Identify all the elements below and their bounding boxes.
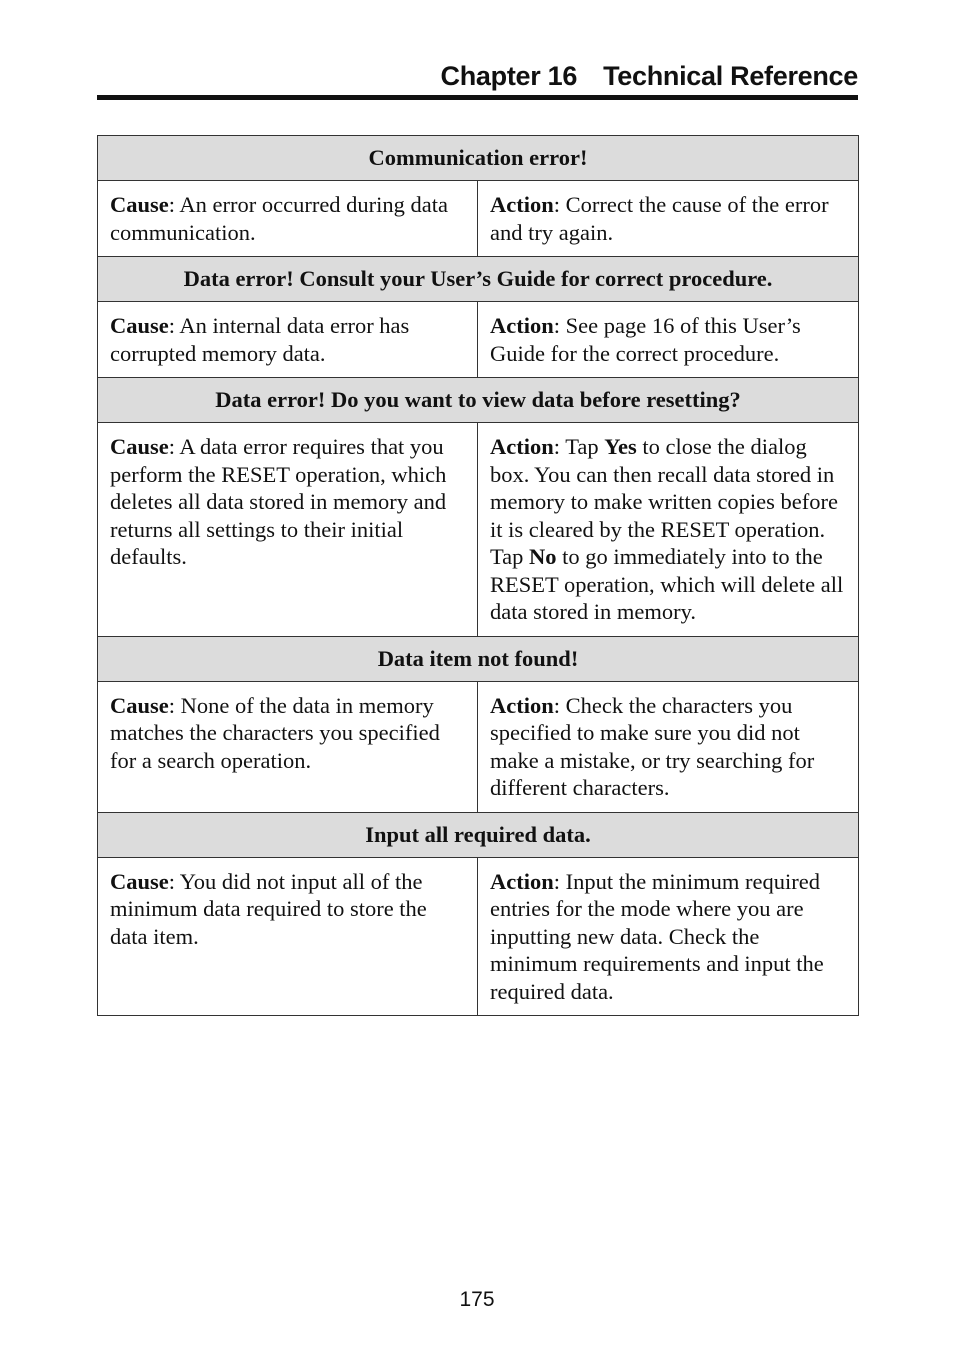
- cause-label: Cause: [110, 192, 169, 217]
- action-text: : Input the minimum required entries for the mode where you are inputting new data. Check the minimum requirements and input the required data.: [490, 868, 824, 1004]
- action-cell: [478, 423, 859, 637]
- action-cell: [478, 181, 859, 257]
- cause-text: : An internal data error has corrupted memory data.: [110, 313, 410, 366]
- action-text-part: : Tap: [553, 434, 605, 459]
- action-text: : Check the characters you specified to make sure you did not make a mistake, or try searching for different characters.: [490, 692, 815, 800]
- error-title: Data error! Do you want to view data before resetting?: [98, 378, 859, 423]
- error-detail-row: [98, 857, 859, 1016]
- action-text-part: to close the dialog box. You can then recall data stored in memory to make written copies before it is cleared by the RESET operation. Tap: [490, 434, 839, 569]
- error-title: Data item not found!: [98, 636, 859, 681]
- error-title-row: [98, 378, 859, 423]
- cause-text: : You did not input all of the minimum data required to store the data item.: [110, 868, 427, 949]
- cause-label: Cause: [110, 434, 169, 459]
- cause-cell: [98, 681, 478, 812]
- error-title-row: [98, 812, 859, 857]
- error-title: Communication error!: [98, 136, 859, 181]
- action-label: Action: [490, 192, 554, 217]
- cause-label: Cause: [110, 868, 169, 894]
- error-message-table: [97, 135, 859, 1016]
- chapter-number: Chapter 16: [440, 61, 578, 91]
- action-label: Action: [490, 313, 554, 338]
- chapter-title: Technical Reference: [603, 61, 858, 91]
- action-cell: [478, 681, 859, 812]
- error-detail-row: [98, 681, 859, 812]
- action-text: : Correct the cause of the error and try again.: [490, 192, 829, 245]
- cause-text: : An error occurred during data communication.: [110, 192, 449, 245]
- error-title-row: [98, 136, 859, 181]
- cause-cell: [98, 302, 478, 378]
- cause-text: : A data error requires that you perform the RESET operation, which deletes all data stored in memory and returns all settings to their initial defaults.: [110, 434, 447, 569]
- cause-label: Cause: [110, 313, 169, 338]
- action-text: : See page 16 of this User’s Guide for the correct procedure.: [490, 313, 801, 366]
- error-detail-row: [98, 302, 859, 378]
- action-label: Action: [490, 868, 554, 894]
- error-title: Input all required data.: [98, 812, 859, 857]
- action-cell: [478, 302, 859, 378]
- error-title-row: [98, 636, 859, 681]
- cause-cell: [98, 857, 478, 1016]
- cause-cell: [98, 181, 478, 257]
- error-title-row: [98, 257, 859, 302]
- action-text-part: to go immediately into to the RESET operation, which will delete all data stored in memory.: [490, 544, 844, 624]
- cause-cell: [98, 423, 478, 637]
- error-detail-row: [98, 423, 859, 637]
- page-number: 175: [459, 1288, 495, 1311]
- action-label: Action: [490, 692, 554, 718]
- cause-label: Cause: [110, 692, 169, 718]
- action-label: Action: [490, 434, 554, 459]
- cause-text: : None of the data in memory matches the characters you specified for a search operation.: [110, 692, 440, 773]
- yes-keyword: Yes: [604, 434, 637, 459]
- no-keyword: No: [529, 544, 557, 569]
- error-detail-row: [98, 181, 859, 257]
- action-cell: [478, 857, 859, 1016]
- error-title: Data error! Consult your User’s Guide for correct procedure.: [98, 257, 859, 302]
- chapter-header: [97, 56, 858, 100]
